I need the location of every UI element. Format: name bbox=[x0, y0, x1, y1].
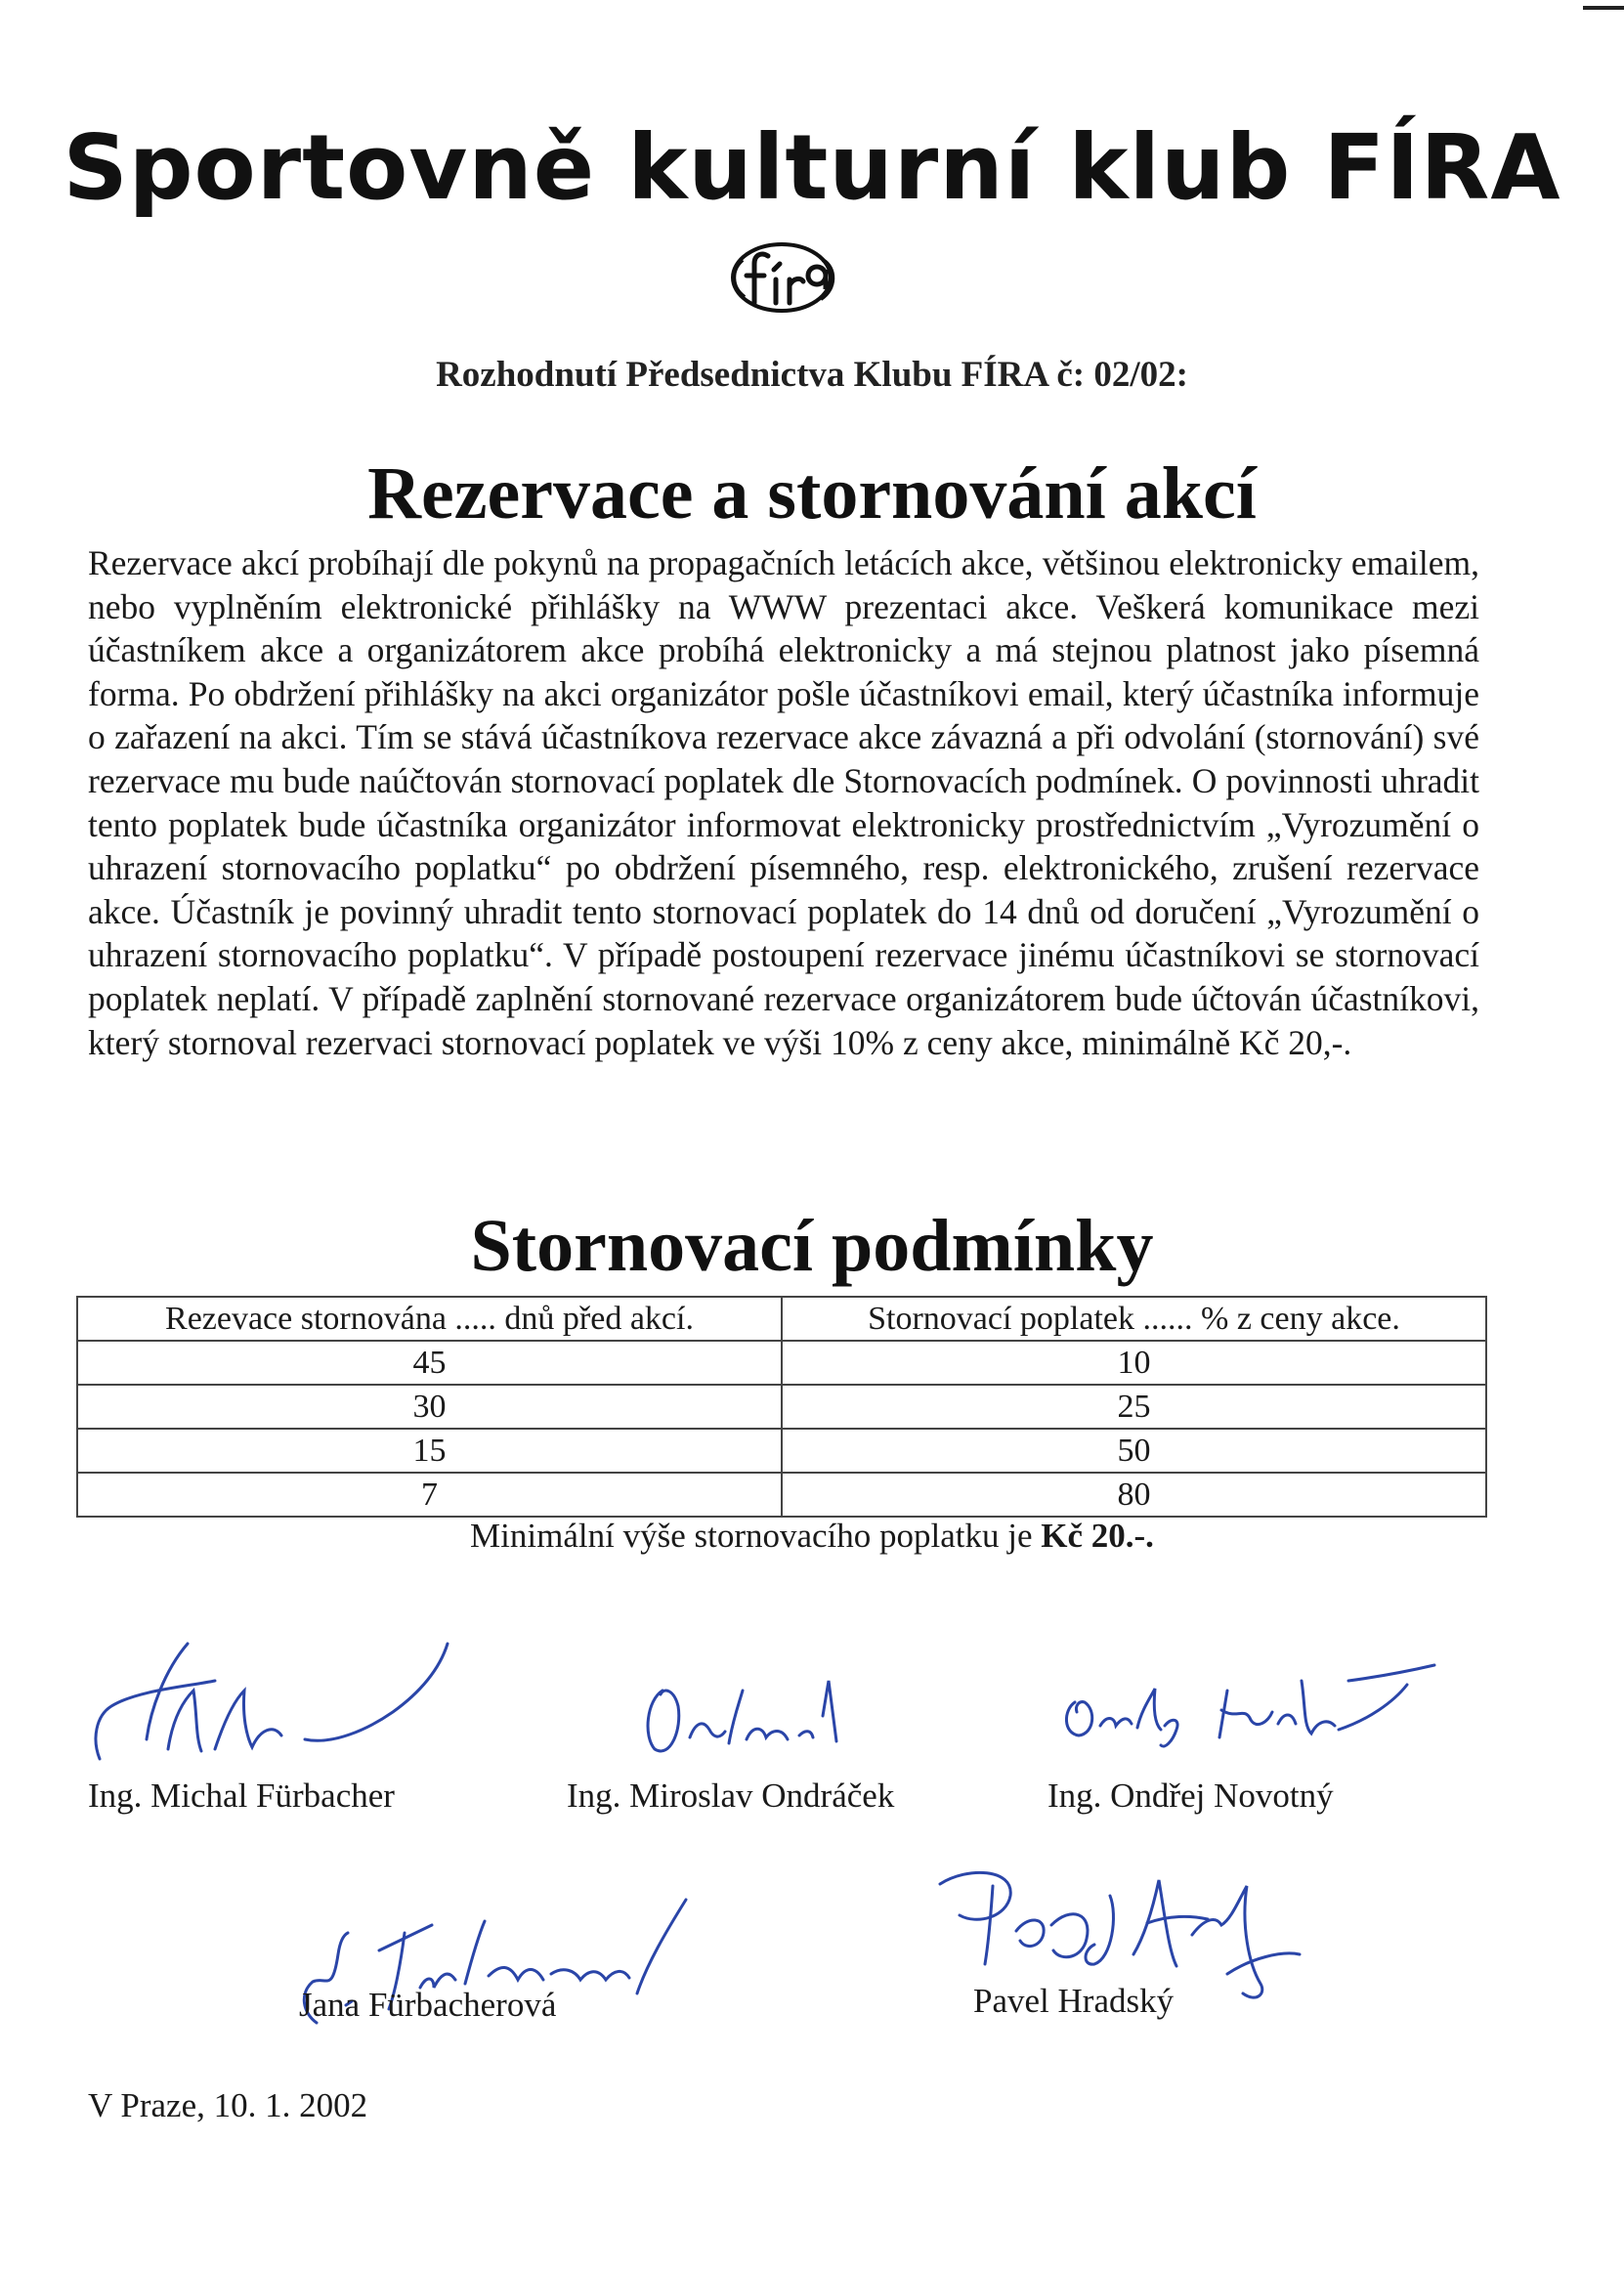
table-row bbox=[77, 1385, 1486, 1429]
table-row bbox=[77, 1429, 1486, 1473]
signatory-name: Pavel Hradský bbox=[973, 1982, 1175, 2020]
table-row bbox=[77, 1341, 1486, 1385]
signatory-name: Ing. Miroslav Ondráček bbox=[567, 1777, 895, 1815]
column-header-days: Rezevace stornována ..... dnů před akcí. bbox=[77, 1297, 782, 1341]
fee-cell: 50 bbox=[782, 1429, 1486, 1473]
signatory-name: Ing. Michal Fürbacher bbox=[88, 1777, 395, 1815]
signature-block-furbacherova bbox=[283, 1886, 733, 2042]
cancellation-table bbox=[76, 1296, 1487, 1518]
days-cell: 45 bbox=[77, 1341, 782, 1385]
scan-edge-mark bbox=[1583, 6, 1624, 10]
signature-block-hradsky bbox=[938, 1857, 1329, 2042]
column-header-fee: Stornovací poplatek ...... % z ceny akce. bbox=[782, 1297, 1486, 1341]
handwritten-signature-ondracek bbox=[567, 1661, 977, 1769]
signatory-name: Jana Fürbacherová bbox=[299, 1986, 557, 2024]
minimum-fee-text: Minimální výše stornovacího poplatku je bbox=[470, 1517, 1042, 1555]
days-cell: 7 bbox=[77, 1473, 782, 1517]
signature-block-furbacher bbox=[78, 1622, 489, 1827]
handwritten-signature-furbacher bbox=[78, 1622, 489, 1769]
rules-paragraph: Rezervace akcí probíhají dle pokynů na propagačních letácích akce, většinou elektronicky emailem, nebo vyplněním elektronické přihlášky na WWW prezentaci akce. Veškerá komunikace mezi účastníkem akce a organizátorem akce probíhá elektronicky a má stejnou platnost jako písemná forma. Po obdržení přihlášky na akci organizátor pošle účastníkovi email, který účastníka informuje o zařazení na akci. Tím se stává účastníkova rezervace akce závazná a při odvolání (stornování) své rezervace mu bude naúčtován stornovací poplatek dle Stornovacích podmínek. O povinnosti uhradit tento poplatek bude účastníka organizátor informovat elektronicky prostřednictvím „Vyrozumění o uhrazení stornovacího poplatku“ po obdržení písemného, resp. elektronického, zrušení rezervace akce. Účastník je povinný uhradit tento stornovací poplatek do 14 dnů od doručení „Vyrozumění o uhrazení stornovacího poplatku“. V případě postoupení rezervace jinému účastníkovi se stornovací poplatek neplatí. V případě zaplnění stornované rezervace organizátorem bude účtován účastníkovi, který stornoval rezervaci stornovací poplatek ve výši 10% z ceny akce, minimálně Kč 20,-. bbox=[88, 543, 1479, 1062]
decision-heading: Rozhodnutí Předsednictva Klubu FÍRA č: 02/02: bbox=[436, 355, 1188, 395]
fira-logo bbox=[721, 231, 858, 319]
fee-cell: 25 bbox=[782, 1385, 1486, 1429]
minimum-fee-note bbox=[0, 1517, 1624, 1556]
signature-block-ondracek bbox=[567, 1661, 977, 1827]
handwritten-signature-novotny bbox=[1046, 1651, 1466, 1769]
table-header-row bbox=[77, 1297, 1486, 1341]
table-row bbox=[77, 1473, 1486, 1517]
signature-block-novotny bbox=[1046, 1651, 1466, 1827]
days-cell: 30 bbox=[77, 1385, 782, 1429]
fee-cell: 80 bbox=[782, 1473, 1486, 1517]
fee-cell: 10 bbox=[782, 1341, 1486, 1385]
minimum-fee-amount: Kč 20.-. bbox=[1041, 1517, 1154, 1555]
days-cell: 15 bbox=[77, 1429, 782, 1473]
signatory-name: Ing. Ondřej Novotný bbox=[1047, 1777, 1334, 1815]
place-and-date: V Praze, 10. 1. 2002 bbox=[88, 2086, 368, 2124]
conditions-title: Stornovací podmínky bbox=[470, 1205, 1154, 1287]
page-title: Rezervace a stornování akcí bbox=[367, 452, 1257, 535]
club-title: Sportovně kulturní klub FÍRA bbox=[63, 115, 1561, 220]
